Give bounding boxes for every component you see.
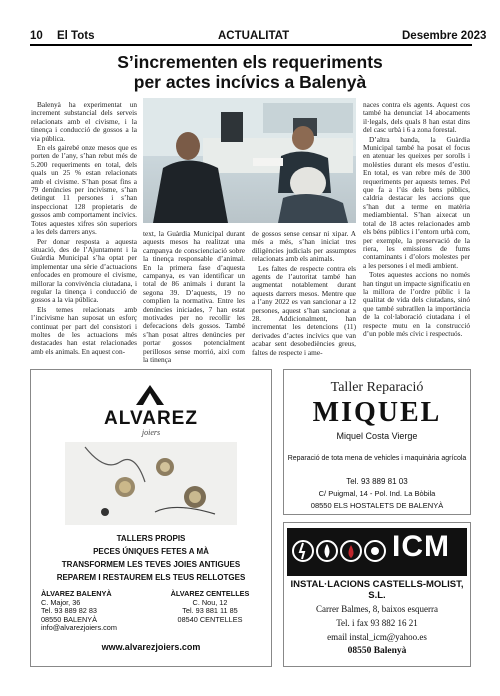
- taller-miquel-ad: [283, 369, 471, 515]
- alvarez-shop-centelles: [155, 590, 265, 624]
- shop-address: C. Nou, 12: [192, 597, 228, 607]
- alvarez-line-4: REPAREM I RESTAUREM ELS TEUS RELLOTGES: [56, 573, 246, 582]
- miquel-phone: Tel. 93 889 81 03: [346, 477, 408, 486]
- miquel-owner: Miquel Costa Vierge: [336, 431, 418, 441]
- title-line-2: per actes incívics a Balenyà: [133, 72, 367, 92]
- paragraph: En els gairebé onze mesos que es porten de l’any, s’han rebut més de 5.200 requeriments en total, dels quals un 25 % estan relacionats amb el civisme. S’han posat fins a 79 denúncies per incivisme, s’han detingut 11 persones i s’han inspeccionat 128 propietaris de gossos amb comportament incívics. Totes aquestes xifres són superiors a les dels darrers anys.: [31, 143, 137, 237]
- miquel-name: MIQUEL: [312, 397, 442, 428]
- alvarez-line-2: PECES ÚNIQUES FETES A MÀ: [93, 547, 209, 556]
- article-column-4: [363, 101, 470, 339]
- alvarez-logo-icon: [130, 384, 170, 406]
- article-title: [40, 52, 460, 92]
- paragraph: Balenyà ha experimentat un increment substancial dels serveis relacionats amb el civisme, i la tinença i conducció de gossos a la via pública.: [31, 100, 137, 143]
- miquel-title: Taller Reparació: [330, 380, 424, 395]
- paragraph: text, la Guàrdia Municipal durant aquests mesos ha realitzat una campanya de conscienciació sobre la tinença responsable d’animal. En la primera fase d’aquesta campanya, es van identificar un total de 86 animals i durant la segona 39. D’aquests, 19 no complien la normativa. Entre les denúncies iniciades, 7 han estat motivades per no recollir les defecacions dels gossos. També s’han posat altres denúncies per portar gossos potencialment perillosos sense morrió, així com la tinença: [143, 229, 245, 365]
- icm-phone: Tel. i fax 93 882 16 21: [336, 618, 418, 628]
- shop-name: ÀLVAREZ CENTELLES: [170, 589, 250, 598]
- alvarez-line-1: TALLERS PROPIS: [116, 534, 186, 543]
- icm-address: Carrer Balmes, 8, baixos esquerra: [316, 604, 438, 614]
- icm-utility-icons: [292, 534, 388, 568]
- miquel-city: 08550 ELS HOSTALETS DE BALENYÀ: [310, 501, 444, 510]
- office-scene-image: [143, 98, 356, 223]
- alvarez-brand: ALVAREZ: [104, 408, 198, 429]
- alvarez-website[interactable]: www.alvarezjoiers.com: [101, 642, 201, 652]
- icm-email[interactable]: email instal_icm@yahoo.es: [327, 632, 427, 642]
- publication-name: El Tots: [57, 30, 95, 42]
- paragraph: de gossos sense censar ni xipar. A més a més, s’han iniciat tres diligències judicials per assumptes relacionats amb els animals.: [252, 229, 356, 264]
- header-rule: [30, 44, 472, 46]
- article-column-1: [31, 101, 137, 357]
- paragraph: D’altra banda, la Guàrdia Municipal també ha posat el focus en atenuar les queixes per sorolls i molèsties durant els mesos d’estiu. En total, es van rebre més de 300 requeriments per aquests temes. Pel que fa a l’ús dels bens públics, caldria destacar les accions que s’han dut a terme en matèria mediambiental. S’han aixecat un total de 18 actes relacionades amb els béns públics i l’entorn urbà com, per exemple, la preservació de la riera, les emissions de fums contaminants i d’olors molestes per a les persones i el medi ambient.: [363, 134, 470, 270]
- shop-city: 08550 BALENYÀ: [41, 614, 97, 624]
- alvarez-line-3: TRANSFORMEM LES TEVES JOIES ANTIGUES: [61, 560, 241, 569]
- icm-city: 08550 Balenyà: [347, 646, 407, 656]
- alvarez-jewelers-ad: [30, 369, 272, 667]
- paragraph: Totes aquestes accions no només han tingut un impacte significatiu en la millora de l’ordre públic i la qualitat de vida dels ciutadans, sinó que també subratllen la importància de la col·laboració ciutadana i el respecte mutu en la construcció d’un poble més cívic i respectuós.: [363, 270, 470, 338]
- paragraph: Les faltes de respecte contra els agents de l’autoritat també han augmentat notablement durant aquests darrers mesos. Mentre que a l’any 2022 es van sancionar a 12 persones, aquest s’han sancionat a 28. Addicionalment, han incrementat les detencions (11) derivades d’actes incívics que van acabar sent desobediències greus, faltes de respecte i ame-: [252, 263, 356, 357]
- alvarez-subbrand: joiers: [141, 428, 161, 437]
- paragraph: naces contra els agents. Aquest cos també ha denunciat 14 abocaments il·legals, dels quals 8 han estat dins del casc urbà i 6 a zona forestal.: [363, 100, 470, 135]
- icm-company-name: INSTAL·LACIONS CASTELLS-MOLIST, S.L.: [290, 579, 464, 601]
- shop-email[interactable]: info@alvarezjoiers.com: [41, 623, 117, 633]
- article-column-3: [252, 230, 356, 358]
- earrings-image: [65, 442, 237, 525]
- page-number: 10: [30, 30, 43, 42]
- icm-installations-ad: [283, 522, 471, 667]
- alvarez-shop-balenya: [41, 590, 151, 633]
- shop-city: 08540 CENTELLES: [177, 614, 243, 624]
- issue-date: Desembre 2023: [402, 30, 487, 42]
- shop-address: C. Major, 36: [41, 597, 81, 607]
- article-column-2: [143, 230, 245, 366]
- shop-name: ÀLVAREZ BALENYÀ: [41, 589, 112, 598]
- section-name: ACTUALITAT: [218, 30, 290, 42]
- miquel-address: C/ Puigmal, 14 - Pol. Ind. La Bòbila: [318, 489, 436, 498]
- paragraph: Els temes relacionats amb l’incivisme han suposat un esforç continuat per part del consistori i moltes de les actuacions més destacades han estat relacionades amb els animals. En aquest con-: [31, 304, 137, 356]
- paragraph: Per donar resposta a aquesta situació, des de l’Ajuntament i la Guàrdia Municipal s’ha optat per implementar una sèrie d’actuacions enfocades en promoure el civisme, millorar la convivència ciutadana, i regular la tinença i conducció de gossos a la via pública.: [31, 236, 137, 305]
- icm-logo: ICM: [392, 530, 450, 563]
- jewelry-photo: [65, 442, 237, 525]
- title-line-1: S’incrementen els requeriments: [117, 52, 383, 72]
- shop-phone: Tel. 93 889 82 83: [41, 606, 97, 616]
- article-photo: [143, 98, 356, 223]
- shop-phone: Tel. 93 881 11 85: [182, 606, 238, 616]
- miquel-description: Reparació de tota mena de vehicles i maquinària agrícola: [287, 455, 467, 462]
